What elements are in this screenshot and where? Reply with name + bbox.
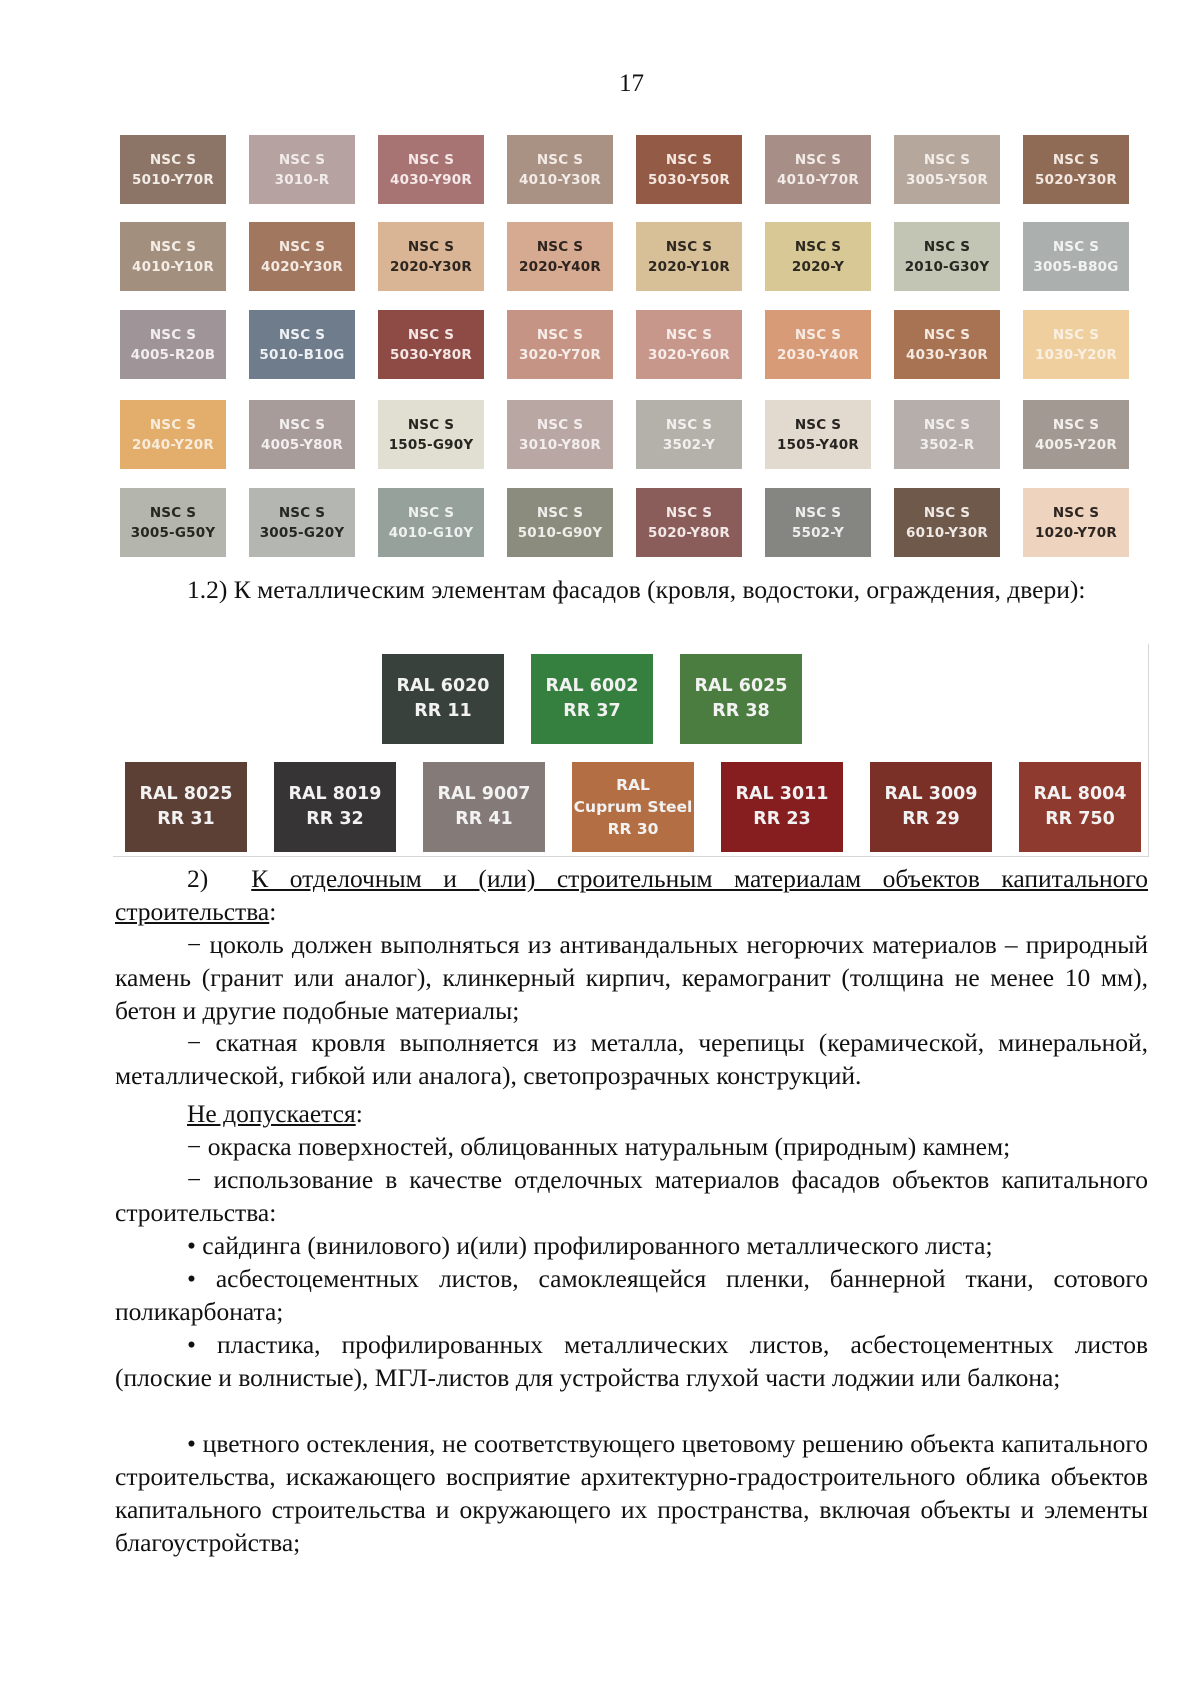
nsc-swatch-code: 4010-Y30R	[519, 171, 601, 188]
nsc-swatch	[894, 310, 1000, 379]
nsc-swatch-prefix: NSC S	[149, 238, 197, 255]
nsc-swatch-code: 4030-Y90R	[390, 171, 472, 188]
nsc-swatch-code: 2030-Y40R	[777, 346, 859, 363]
not-allowed-title: Не допускается	[187, 1099, 356, 1128]
nsc-swatch-code: 4020-Y30R	[261, 258, 343, 275]
nsc-swatch-prefix: NSC S	[536, 504, 584, 521]
ral-swatch-label: RAL 6025	[694, 676, 788, 696]
ral-swatch-label: RR 41	[455, 809, 513, 829]
ral-swatch	[680, 654, 802, 744]
nsc-swatch-code: 5020-Y30R	[1035, 171, 1117, 188]
nsc-swatch-prefix: NSC S	[923, 416, 971, 433]
nsc-swatch-code: 5010-G90Y	[517, 524, 603, 541]
nsc-swatch	[507, 488, 613, 557]
ral-swatch-label: RAL 6020	[396, 676, 490, 696]
nsc-swatch-prefix: NSC S	[665, 326, 713, 343]
nsc-swatch	[636, 488, 742, 557]
nsc-swatch	[249, 488, 355, 557]
nsc-swatch	[378, 222, 484, 291]
ral-swatch-label: RAL 6002	[545, 676, 639, 696]
nsc-swatch-code: 5030-Y50R	[648, 171, 730, 188]
bullet-asbestos: • асбестоцементных листов, самоклеящейся пленки, баннерной ткани, сотового поликарбоната;	[115, 1264, 1148, 1326]
nsc-swatch-prefix: NSC S	[536, 151, 584, 168]
nsc-swatch-code: 3020-Y70R	[519, 346, 601, 363]
ral-swatch-label: RAL 8004	[1033, 784, 1127, 804]
section-2-item-roof: − скатная кровля выполняется из металла, черепицы (керамической, минеральной, металлической, гибкой или аналога), светопрозрачных конструкций.	[115, 1028, 1148, 1090]
nsc-swatch-code: 3005-G50Y	[130, 524, 216, 541]
nsc-swatch-code: 5030-Y80R	[390, 346, 472, 363]
section-2-colon: :	[269, 897, 277, 926]
not-allowed-colon: :	[355, 1099, 363, 1128]
nsc-swatch-prefix: NSC S	[794, 326, 842, 343]
ral-swatch	[721, 762, 843, 852]
nsc-swatch-code: 2040-Y20R	[132, 436, 214, 453]
nsc-swatch-prefix: NSC S	[278, 151, 326, 168]
nsc-swatch	[507, 135, 613, 204]
section-2-heading	[115, 862, 1148, 928]
nsc-swatch	[1023, 135, 1129, 204]
nsc-swatch-code: 4030-Y30R	[906, 346, 988, 363]
ral-swatch	[423, 762, 545, 852]
ral-swatch-label: RAL 8019	[288, 784, 382, 804]
nsc-swatch	[1023, 400, 1129, 469]
nsc-swatch-code: 2010-G30Y	[904, 258, 990, 275]
nsc-swatch-code: 3502-R	[919, 436, 975, 453]
nsc-swatch-code: 1030-Y20R	[1035, 346, 1117, 363]
nsc-swatch	[636, 222, 742, 291]
nsc-swatch	[120, 488, 226, 557]
nsc-swatch-code: 5502-Y	[791, 524, 845, 541]
nsc-swatch-prefix: NSC S	[1052, 151, 1100, 168]
ral-swatch	[274, 762, 396, 852]
ral-swatch-label: RR 29	[902, 809, 960, 829]
nsc-swatch-prefix: NSC S	[923, 238, 971, 255]
nsc-swatch-prefix: NSC S	[923, 151, 971, 168]
nsc-swatch	[765, 310, 871, 379]
not-allowed-item-finishing: − использование в качестве отделочных материалов фасадов объектов капитального строительства:	[115, 1165, 1148, 1227]
nsc-swatch-code: 1505-G90Y	[388, 436, 474, 453]
nsc-swatch-code: 5020-Y80R	[648, 524, 730, 541]
nsc-swatch-code: 3005-Y50R	[906, 171, 988, 188]
nsc-swatch-prefix: NSC S	[278, 238, 326, 255]
nsc-swatch-prefix: NSC S	[407, 504, 455, 521]
nsc-swatch-prefix: NSC S	[665, 416, 713, 433]
nsc-swatch	[1023, 488, 1129, 557]
nsc-swatch-prefix: NSC S	[149, 151, 197, 168]
section-2-title: К отделочным и (или) строительным материалам объектов капитального строительства	[115, 864, 1148, 926]
nsc-swatch	[378, 310, 484, 379]
nsc-swatch-prefix: NSC S	[794, 238, 842, 255]
nsc-swatch-prefix: NSC S	[923, 504, 971, 521]
section-1-2-paragraph: 1.2) К металлическим элементам фасадов (кровля, водостоки, ограждения, двери):	[187, 575, 1086, 604]
ral-swatch-label: RAL 9007	[437, 784, 531, 804]
nsc-swatch-code: 5010-B10G	[259, 346, 345, 363]
ral-color-palette	[113, 644, 1149, 857]
nsc-swatch-prefix: NSC S	[278, 504, 326, 521]
nsc-swatch-code: 4010-Y10R	[132, 258, 214, 275]
nsc-swatch-code: 3502-Y	[662, 436, 716, 453]
nsc-swatch	[378, 135, 484, 204]
ral-swatch	[531, 654, 653, 744]
nsc-swatch	[894, 222, 1000, 291]
nsc-swatch-prefix: NSC S	[536, 238, 584, 255]
nsc-swatch	[249, 310, 355, 379]
nsc-swatch	[507, 222, 613, 291]
nsc-swatch	[507, 400, 613, 469]
nsc-swatch-code: 3020-Y60R	[648, 346, 730, 363]
ral-swatch-label: RAL	[616, 776, 650, 794]
nsc-swatch	[507, 310, 613, 379]
ral-swatch-label: RR 750	[1045, 809, 1115, 829]
ral-swatch-label: RR 32	[306, 809, 364, 829]
nsc-swatch-code: 2020-Y	[791, 258, 845, 275]
ral-swatch	[870, 762, 992, 852]
nsc-swatch-prefix: NSC S	[794, 151, 842, 168]
nsc-swatch-prefix: NSC S	[1052, 326, 1100, 343]
bullet-siding: • сайдинга (винилового) и(или) профилированного металлического листа;	[187, 1231, 993, 1260]
nsc-swatch-code: 2020-Y30R	[390, 258, 472, 275]
ral-swatch-label: RAL 3011	[735, 784, 829, 804]
nsc-swatch-prefix: NSC S	[665, 151, 713, 168]
not-allowed-item-painting: − окраска поверхностей, облицованных натуральным (природным) камнем;	[187, 1132, 1011, 1161]
nsc-swatch	[894, 488, 1000, 557]
nsc-swatch-prefix: NSC S	[149, 326, 197, 343]
nsc-swatch	[120, 135, 226, 204]
nsc-swatch-prefix: NSC S	[1052, 416, 1100, 433]
nsc-swatch-prefix: NSC S	[923, 326, 971, 343]
page-number: 17	[619, 70, 644, 97]
ral-swatch-label: RR 11	[414, 701, 472, 721]
ral-swatch	[125, 762, 247, 852]
nsc-swatch	[765, 135, 871, 204]
nsc-swatch	[894, 400, 1000, 469]
ral-swatch-label: RAL 3009	[884, 784, 978, 804]
nsc-swatch	[636, 310, 742, 379]
ral-swatch	[382, 654, 504, 744]
nsc-swatch-code: 3010-R	[274, 171, 330, 188]
nsc-swatch	[765, 400, 871, 469]
nsc-swatch-prefix: NSC S	[278, 416, 326, 433]
nsc-swatch-prefix: NSC S	[794, 416, 842, 433]
nsc-swatch-code: 3010-Y80R	[519, 436, 601, 453]
nsc-swatch-code: 2020-Y10R	[648, 258, 730, 275]
nsc-swatch	[894, 135, 1000, 204]
ral-swatch-label: RR 37	[563, 701, 621, 721]
nsc-swatch-prefix: NSC S	[278, 326, 326, 343]
nsc-swatch-prefix: NSC S	[407, 416, 455, 433]
ral-swatch-label: RR 38	[712, 701, 770, 721]
ral-swatch-label: RAL 8025	[139, 784, 233, 804]
nsc-swatch-code: 5010-Y70R	[132, 171, 214, 188]
nsc-swatch-code: 4005-Y20R	[1035, 436, 1117, 453]
section-2-number: 2)	[187, 864, 209, 893]
ral-swatch-label: RR 31	[157, 809, 215, 829]
nsc-swatch-prefix: NSC S	[1052, 504, 1100, 521]
nsc-swatch-prefix: NSC S	[665, 504, 713, 521]
nsc-swatch	[120, 400, 226, 469]
nsc-swatch-prefix: NSC S	[1052, 238, 1100, 255]
nsc-swatch	[1023, 222, 1129, 291]
nsc-swatch-code: 4005-R20B	[130, 346, 216, 363]
nsc-swatch-code: 3005-B80G	[1033, 258, 1119, 275]
section-2-item-plinth: − цоколь должен выполняться из антивандальных негорючих материалов – природный камень (гранит или аналог), клинкерный кирпич, керамогранит (толщина не менее 10 мм), бетон и другие подобные материалы;	[115, 930, 1148, 1025]
nsc-color-palette	[120, 135, 1130, 565]
nsc-swatch	[636, 400, 742, 469]
ral-swatch-label: RR 30	[607, 820, 659, 838]
ral-swatch-label: Cuprum Steel	[573, 798, 693, 816]
nsc-swatch	[765, 488, 871, 557]
bullet-colored-glazing: • цветного остекления, не соответствующего цветовому решению объекта капитального строительства, искажающего восприятие архитектурно-градостроительного облика объектов капитального строительства и окружающего их пространства, включая объекты и элементы благоустройства;	[115, 1429, 1148, 1557]
nsc-swatch-code: 3005-G20Y	[259, 524, 345, 541]
nsc-swatch-prefix: NSC S	[149, 416, 197, 433]
nsc-swatch-prefix: NSC S	[149, 504, 197, 521]
nsc-swatch	[1023, 310, 1129, 379]
nsc-swatch	[249, 135, 355, 204]
nsc-swatch-code: 1020-Y70R	[1035, 524, 1117, 541]
nsc-swatch-prefix: NSC S	[794, 504, 842, 521]
nsc-swatch-prefix: NSC S	[536, 416, 584, 433]
nsc-swatch	[120, 222, 226, 291]
not-allowed-heading	[115, 1097, 1148, 1130]
nsc-swatch-code: 4010-G10Y	[388, 524, 474, 541]
bullet-plastic: • пластика, профилированных металлических листов, асбестоцементных листов (плоские и волнистые), МГЛ-листов для устройства глухой части лоджии или балкона;	[115, 1330, 1148, 1392]
nsc-swatch-code: 4005-Y80R	[261, 436, 343, 453]
ral-swatch	[572, 762, 694, 852]
nsc-swatch-prefix: NSC S	[407, 151, 455, 168]
nsc-swatch-prefix: NSC S	[665, 238, 713, 255]
nsc-swatch-code: 6010-Y30R	[906, 524, 988, 541]
nsc-swatch-code: 4010-Y70R	[777, 171, 859, 188]
nsc-swatch	[636, 135, 742, 204]
nsc-swatch	[378, 400, 484, 469]
nsc-swatch-prefix: NSC S	[407, 326, 455, 343]
nsc-swatch	[765, 222, 871, 291]
nsc-swatch-code: 2020-Y40R	[519, 258, 601, 275]
nsc-swatch	[120, 310, 226, 379]
ral-swatch-label: RR 23	[753, 809, 811, 829]
nsc-swatch-code: 1505-Y40R	[777, 436, 859, 453]
nsc-swatch-prefix: NSC S	[536, 326, 584, 343]
nsc-swatch	[249, 400, 355, 469]
nsc-swatch-prefix: NSC S	[407, 238, 455, 255]
nsc-swatch	[378, 488, 484, 557]
ral-swatch	[1019, 762, 1141, 852]
nsc-swatch	[249, 222, 355, 291]
